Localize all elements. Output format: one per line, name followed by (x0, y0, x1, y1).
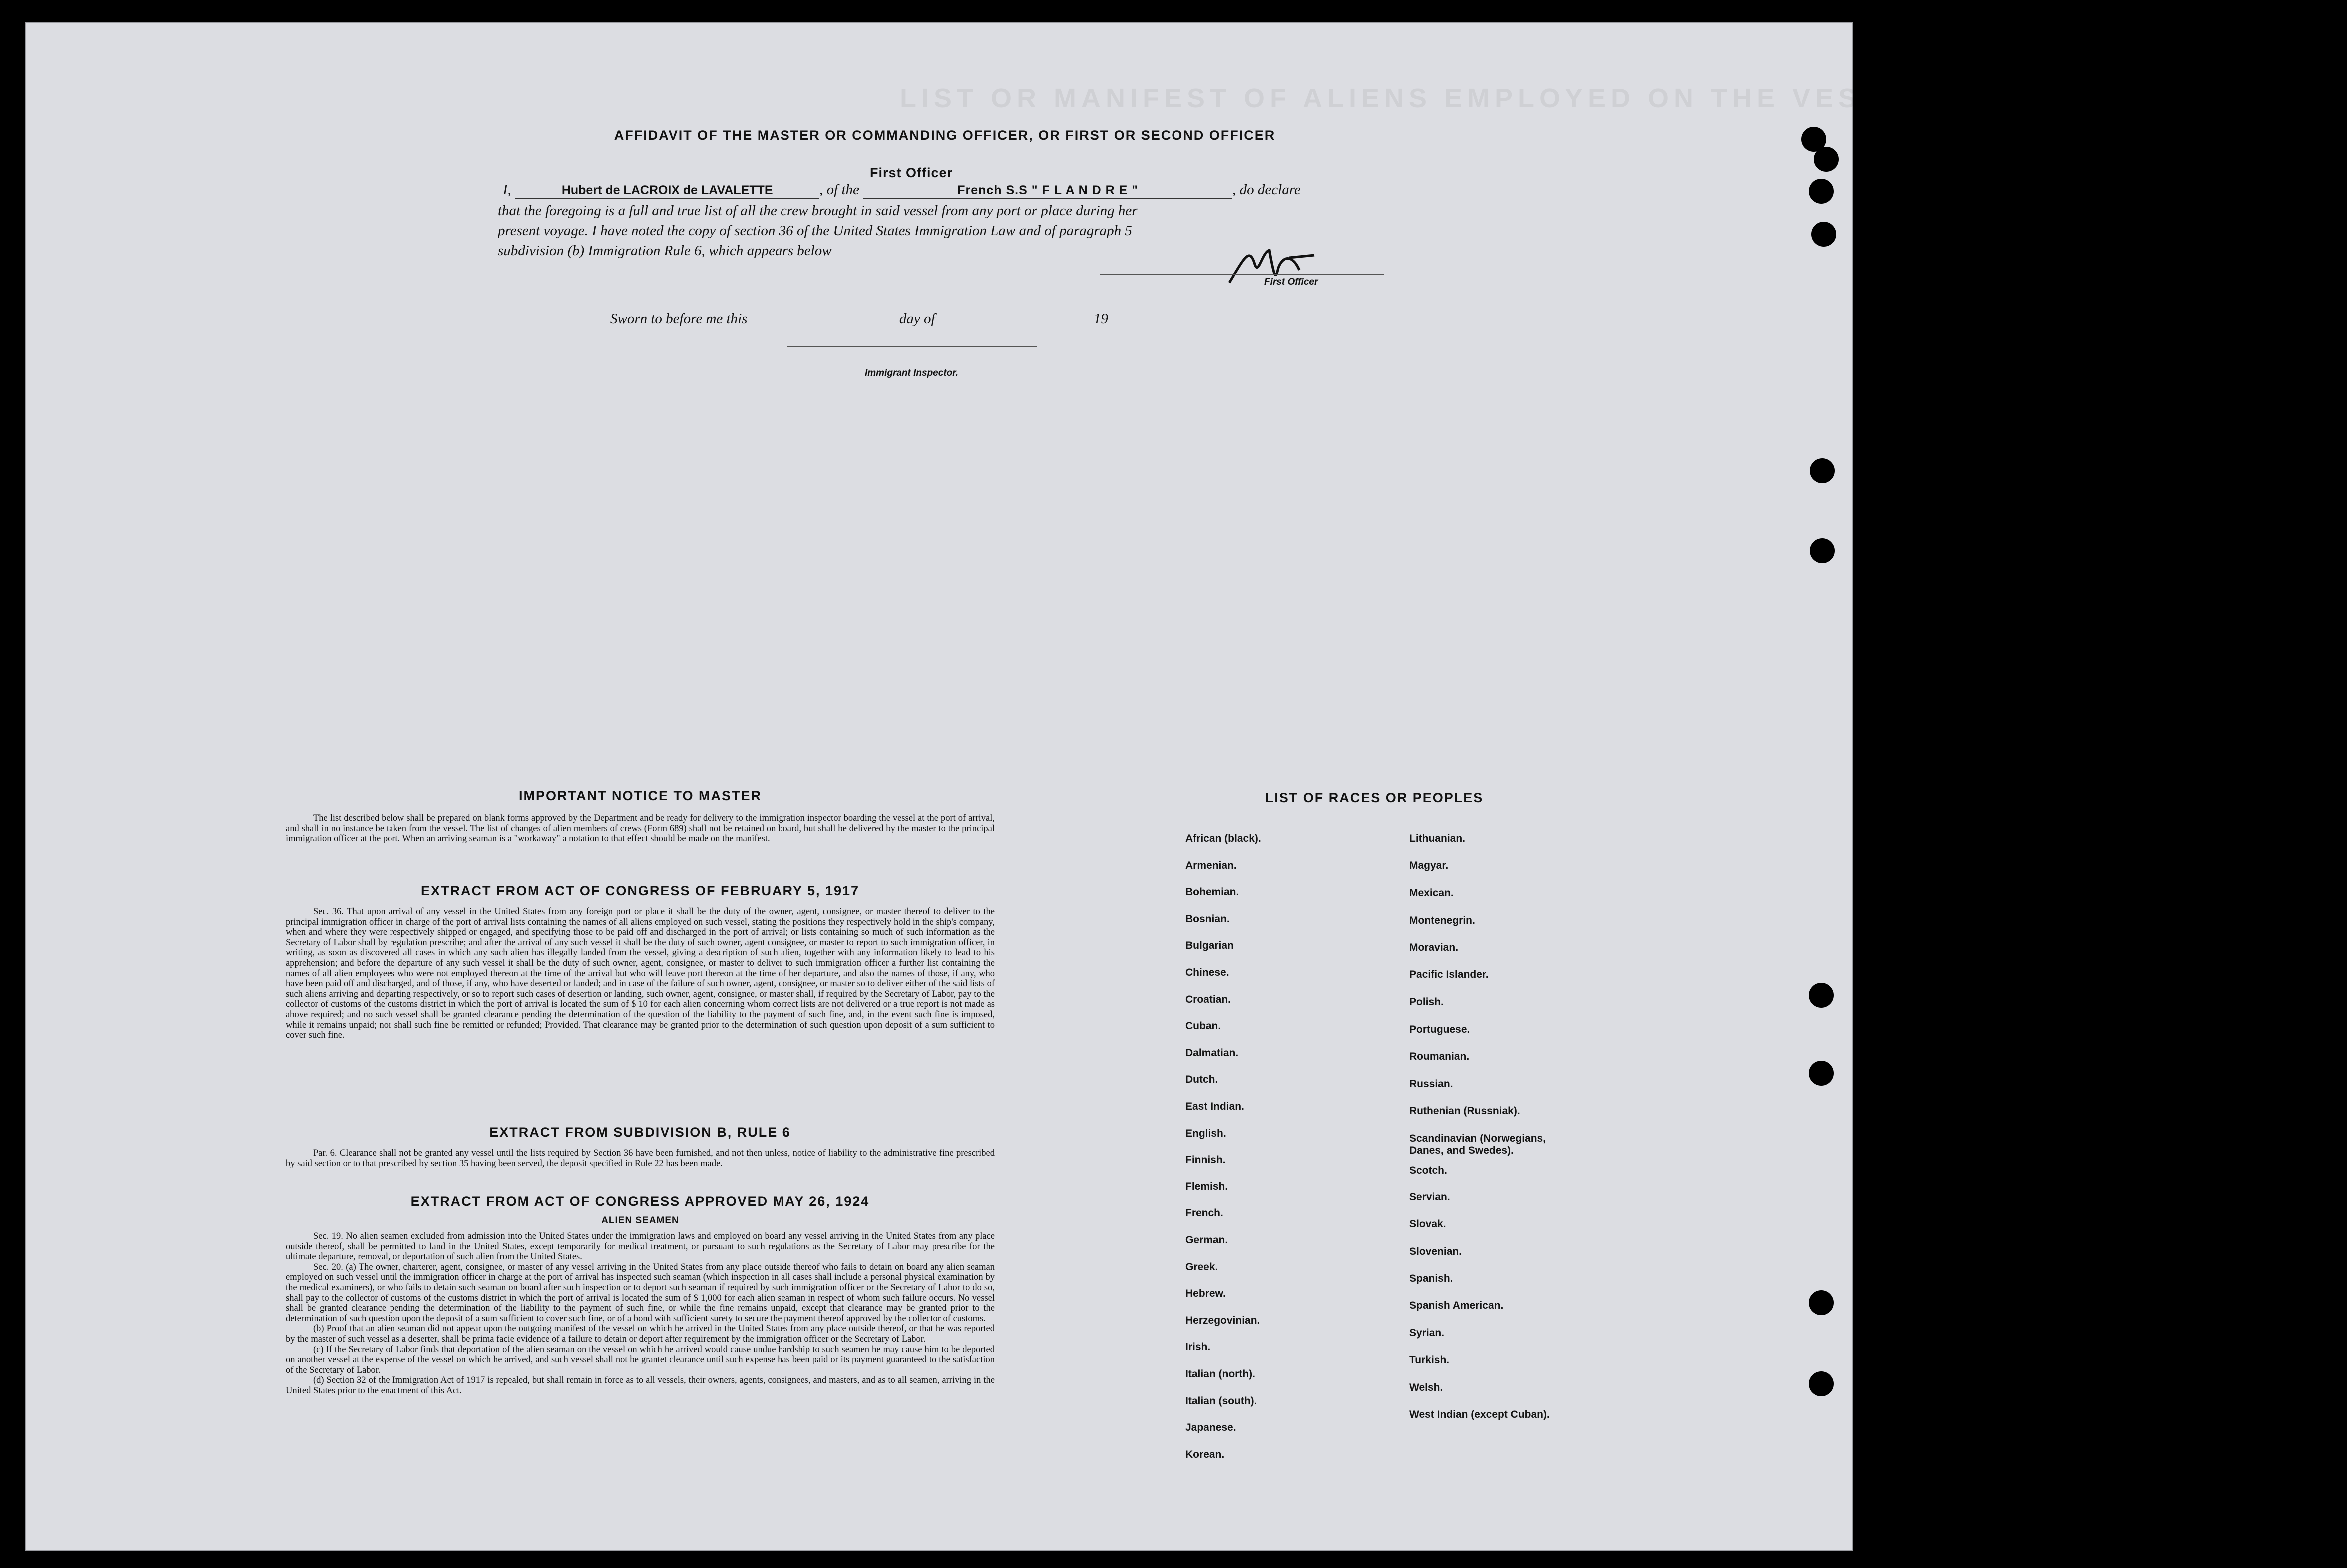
race-entry: Slovak. (1409, 1218, 1446, 1230)
sworn-day-field (751, 308, 896, 323)
notice-title: IMPORTANT NOTICE TO MASTER (519, 788, 762, 803)
extract-rule6-title: EXTRACT FROM SUBDIVISION B, RULE 6 (489, 1125, 791, 1140)
extract-1924-text-block (286, 1231, 995, 1396)
race-entry: Bulgarian (1185, 940, 1234, 952)
section-20d-paragraph: (d) Section 32 of the Immigration Act of 1917 is repealed, but shall remain in force as to all vessels, their owners, agents, consignees, and masters, and as to all seamen, arriving in the United States prior to the enactment of this Act. (286, 1375, 995, 1396)
inspector-line-1 (787, 346, 1037, 347)
punch-hole (1809, 1290, 1834, 1315)
section-19-paragraph: Sec. 19. No alien seamen excluded from admission into the United States under the immigration laws and employed on board any vessel arriving in the United States from any place outside thereof, shall be permitted to land in the United States, except temporarily for medical treatment, or pursuant to such regulations as the Secretary of Labor may prescribe for the ultimate departure, removal, or deportation of such alien from the United States. (286, 1231, 995, 1262)
race-entry: Mexican. (1409, 887, 1454, 899)
race-entry: Greek. (1185, 1261, 1218, 1273)
race-entry: Syrian. (1409, 1327, 1445, 1339)
of-the-label: , of the (819, 182, 859, 198)
affidavit-line-2: that the foregoing is a full and true list of all the crew brought in said vessel from any port or place during her (498, 203, 1138, 219)
race-entry: Scotch. (1409, 1165, 1447, 1176)
race-entry: Magyar. (1409, 860, 1449, 871)
vessel-name: French S.S " F L A N D R E " (863, 183, 1232, 199)
sworn-year-field (1108, 308, 1136, 323)
race-entry: Scandinavian (Norwegians, Danes, and Swedes). (1409, 1133, 1546, 1156)
officer-rank: First Officer (870, 165, 953, 180)
extract-rule6-text-block (286, 1148, 995, 1169)
signature-line (1100, 274, 1384, 275)
race-entry: Armenian. (1185, 859, 1237, 871)
race-entry: Pacific Islander. (1409, 969, 1489, 980)
affidavit-line-4: subdivision (b) Immigration Rule 6, which appears below (498, 243, 832, 259)
race-entry: English. (1185, 1127, 1226, 1139)
extract-1924-title: EXTRACT FROM ACT OF CONGRESS APPROVED MAY 26, 1924 (410, 1194, 870, 1209)
punch-hole (1810, 538, 1835, 563)
sworn-line (610, 308, 1136, 327)
race-entry: Herzegovinian. (1185, 1314, 1260, 1326)
race-entry: Italian (south). (1185, 1395, 1257, 1407)
section-20c-paragraph: (c) If the Secretary of Labor finds that deportation of the alien seaman on the vessel on which he arrived would cause undue hardship to such seamen he may cause him to be deported on another vessel at the expense of the vessel on which he arrived, and such vessel shall not be grantet clearance until such expense has been paid or its payment guaranteed to the satisfaction of the Secretary of Labor. (286, 1344, 995, 1375)
i-label: I, (503, 182, 511, 198)
race-entry: French. (1185, 1207, 1223, 1219)
race-entry: Dutch. (1185, 1074, 1218, 1086)
extract-1917-title: EXTRACT FROM ACT OF CONGRESS OF FEBRUARY 5, 1917 (420, 883, 860, 898)
race-entry: Croatian. (1185, 993, 1231, 1005)
punch-hole (1809, 179, 1834, 204)
paragraph-6: Par. 6. Clearance shall not be granted any vessel until the lists required by Section 36 have been furnished, and not then unless, notice of liability to the administrative fine prescribed by said section or to that prescribed by section 35 having been served, the deposit specified in Rule 22 has been made. (286, 1148, 995, 1169)
race-entry: Japanese. (1185, 1422, 1236, 1434)
officer-name: Hubert de LACROIX de LAVALETTE (515, 183, 819, 199)
race-entry: East Indian. (1185, 1101, 1244, 1112)
race-entry: Russian. (1409, 1078, 1453, 1090)
race-entry: Servian. (1409, 1191, 1450, 1203)
race-entry: Welsh. (1409, 1382, 1443, 1393)
race-entry: Finnish. (1185, 1154, 1226, 1166)
affidavit-line-1 (503, 182, 1402, 199)
race-entry: Bohemian. (1185, 886, 1239, 898)
sworn-month-field (939, 308, 1094, 323)
year-label: 19 (1093, 311, 1108, 327)
punch-hole (1811, 222, 1836, 247)
document-page (25, 22, 2347, 1551)
affidavit-title: AFFIDAVIT OF THE MASTER OR COMMANDING OFFICER, OR FIRST OR SECOND OFFICER (614, 128, 1276, 143)
punch-hole (1810, 458, 1835, 483)
race-entry: Portuguese. (1409, 1024, 1470, 1035)
race-entry: Montenegrin. (1409, 915, 1475, 926)
race-entry: Moravian. (1409, 942, 1459, 953)
faint-background-header: LIST OR MANIFEST OF ALIENS EMPLOYED ON THE VESSEL AS MEMBERS OF CREW (900, 83, 2347, 113)
sworn-label: Sworn to before me this (610, 311, 748, 327)
race-entry: West Indian (except Cuban). (1409, 1409, 1550, 1420)
race-entry: Dalmatian. (1185, 1047, 1239, 1059)
race-entry: Flemish. (1185, 1180, 1228, 1192)
affidavit-line-3: present voyage. I have noted the copy of section 36 of the United States Immigration Law and of paragraph 5 (498, 223, 1132, 239)
race-entry: Turkish. (1409, 1354, 1450, 1366)
race-entry: Korean. (1185, 1448, 1225, 1460)
punch-hole (1809, 983, 1834, 1008)
race-entry: Chinese. (1185, 967, 1229, 978)
punch-hole (1814, 147, 1839, 172)
notice-text-block (286, 813, 995, 844)
section-20b-paragraph: (b) Proof that an alien seaman did not appear upon the outgoing manifest of the vessel on which he arrived in the United States from any place outside thereof, or that he was reported by the master of such vessel as a deserter, shall be prima facie evidence of a failure to detain or deport after requirement by the immigration officer or the Secretary of Labor. (286, 1324, 995, 1344)
race-entry: Bosnian. (1185, 913, 1230, 925)
inspector-label: Immigrant Inspector. (865, 368, 958, 378)
notice-paragraph: The list described below shall be prepared on blank forms approved by the Department and be ready for delivery to the immigration inspector boarding the vessel at the port of arrival, and shall in no instance be taken from the vessel. The list of changes of alien members of crews (Form 689) shall not be retained on board, but shall be delivered by the master to the principal immigration officer at the port. When an arriving seaman is a "workaway" a notation to that effect should be made on the manifest. (286, 813, 995, 844)
day-of-label: day of (899, 311, 935, 327)
race-entry: Lithuanian. (1409, 833, 1465, 844)
extract-1917-text-block (286, 907, 995, 1041)
section-36-paragraph: Sec. 36. That upon arrival of any vessel in the United States from any foreign port or place it shall be the duty of the owner, agent, consignee, or master thereof to deliver to the principal immigration officer in charge of the port of arrival lists containing the names of all aliens employed on such vessel, stating the positions they respectively hold in the ship's company, when and where they were respectively shipped or engaged, and specifying those to be paid off and discharged in the port of arrival; or lists containing so much of such information as the Secretary of Labor shall by regulation prescribe; and after the arrival of any such vessel it shall be the duty of such owner, agent consignee, or master to report to such immigration officer, in writing, as soon as discovered all cases in which any such alien has illegally landed from the vessel, giving a description of such alien, together with any information likely to lead to his apprehension; and before the departure of any such vessel it shall be the duty of such owner, agent, consignee, or master to deliver to such immigration officer a further list containing the names of all alien employees who were not employed thereon at the time of the arrival but who will leave port thereon at the time of her departure, and also the names of those, if any, who have been paid off and discharged, and of those, if any, who have deserted or landed; and in case of the failure of such owner, agent, consignee, or master so to deliver either of the said lists of such aliens arriving and departing respectively, or so to report such cases of desertion or landing, such owner, agent, consignee, or master shall, if required by the Secretary of Labor, pay to the collector of customs of the customs district in which the port of arrival is located the sum of $ 10 for each alien concerning whom correct lists are not delivered or a true report is not made as above required; and no such vessel shall be granted clearance pending the determination of the question of the liability to the payment of such fine, and, in the event such fine is imposed, while it remains unpaid; nor shall such fine be remitted or refunded; Provided. That clearance may be granted prior to the determination of such question upon deposit of a sum sufficient to cover such fine. (286, 907, 995, 1041)
punch-hole (1809, 1061, 1834, 1086)
alien-seamen-subtitle: ALIEN SEAMEN (601, 1215, 679, 1226)
do-declare-label: , do declare (1232, 182, 1301, 198)
race-entry: Italian (north). (1185, 1368, 1255, 1380)
race-entry: Slovenian. (1409, 1246, 1462, 1257)
race-entry: Spanish. (1409, 1273, 1453, 1284)
punch-hole (1809, 1371, 1834, 1396)
race-entry: Spanish American. (1409, 1300, 1504, 1311)
race-entry: German. (1185, 1234, 1228, 1246)
race-entry: Polish. (1409, 996, 1444, 1008)
signature-title: First Officer (1264, 277, 1318, 287)
races-title: LIST OF RACES OR PEOPLES (1265, 790, 1484, 805)
race-entry: Irish. (1185, 1341, 1211, 1353)
race-entry: Roumanian. (1409, 1051, 1470, 1062)
race-entry: Hebrew. (1185, 1288, 1226, 1300)
race-entry: Cuban. (1185, 1020, 1221, 1032)
race-entry: Ruthenian (Russniak). (1409, 1105, 1520, 1117)
section-20a-paragraph: Sec. 20. (a) The owner, charterer, agent, consignee, or master of any vessel arriving in the United States from any place outside thereof who fails to detain on board any alien seaman employed on such vessel until the immigration officer in charge at the port of arrival has inspected such seaman (which inspection in all cases shall include a personal physical examination by the medical examiners), or who fails to detain such seaman on board after such inspection or to deport such seaman if required by such immigration officer or the Secretary of Labor to do so, shall pay to the collector of customs of the customs district in which the port of arrival is located the sum of $ 1,000 for each alien seaman in respect of whom such failure occurs. No vessel shall be granted clearance pending the determination of the liability to the payment of such fine, or while the fine remains unpaid, except that clearance may be granted prior to the determination of such question upon the deposit of a sum sufficient to cover such fine, or of a bond with sufficient surety to secure the payment thereof approved by the collector of customs. (286, 1262, 995, 1324)
race-entry: African (black). (1185, 833, 1261, 844)
